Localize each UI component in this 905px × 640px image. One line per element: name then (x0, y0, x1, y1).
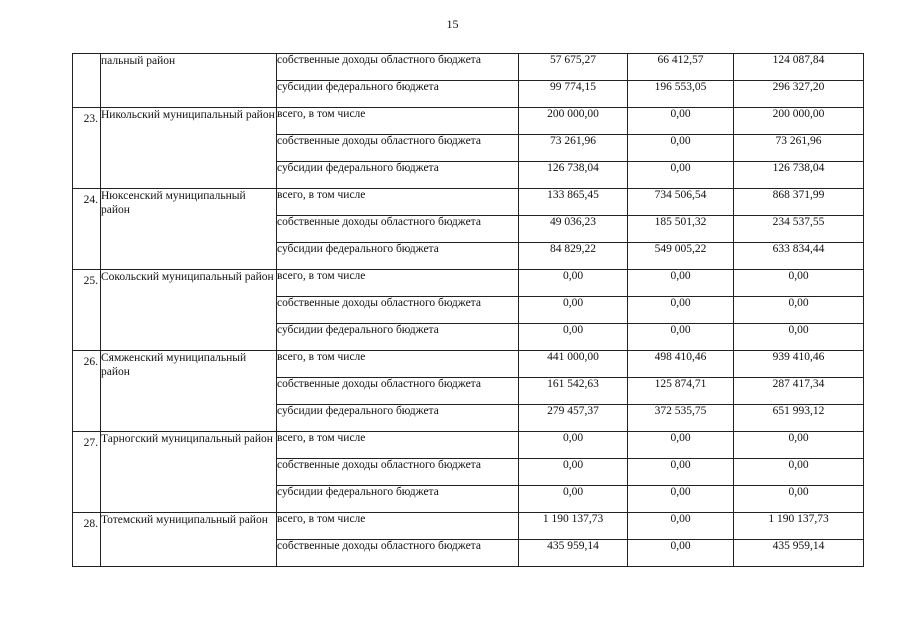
funding-source: субсидии федерального бюджета (277, 81, 519, 108)
table-row (73, 432, 864, 459)
amount-col-3: 287 417,34 (734, 378, 864, 405)
amount-col-1: 84 829,22 (519, 243, 628, 270)
amount-col-1: 57 675,27 (519, 54, 628, 81)
amount-col-2: 0,00 (628, 432, 734, 459)
row-number (73, 432, 101, 513)
district-name: Тотемский муниципальный район (101, 513, 277, 567)
amount-col-1: 99 774,15 (519, 81, 628, 108)
amount-col-3: 200 000,00 (734, 108, 864, 135)
district-name: Сямженский муниципальный район (101, 351, 277, 432)
funding-source: субсидии федерального бюджета (277, 324, 519, 351)
amount-col-1: 0,00 (519, 324, 628, 351)
amount-col-2: 498 410,46 (628, 351, 734, 378)
amount-col-2: 0,00 (628, 540, 734, 567)
funding-source: собственные доходы областного бюджета (277, 216, 519, 243)
amount-col-2: 0,00 (628, 297, 734, 324)
amount-col-1: 0,00 (519, 270, 628, 297)
amount-col-3: 124 087,84 (734, 54, 864, 81)
row-number-text (73, 54, 100, 59)
amount-col-3: 0,00 (734, 297, 864, 324)
funding-source: собственные доходы областного бюджета (277, 54, 519, 81)
amount-col-1: 0,00 (519, 459, 628, 486)
amount-col-2: 0,00 (628, 513, 734, 540)
funding-source: собственные доходы областного бюджета (277, 459, 519, 486)
amount-col-2: 0,00 (628, 108, 734, 135)
funding-source: собственные доходы областного бюджета (277, 297, 519, 324)
amount-col-2: 549 005,22 (628, 243, 734, 270)
funding-source: субсидии федерального бюджета (277, 243, 519, 270)
amount-col-2: 0,00 (628, 162, 734, 189)
amount-col-3: 296 327,20 (734, 81, 864, 108)
district-name: Сокольский муниципальный район (101, 270, 277, 351)
amount-col-3: 0,00 (734, 432, 864, 459)
amount-col-1: 133 865,45 (519, 189, 628, 216)
district-name: пальный район (101, 54, 277, 108)
amount-col-1: 0,00 (519, 432, 628, 459)
amount-col-1: 200 000,00 (519, 108, 628, 135)
amount-col-3: 234 537,55 (734, 216, 864, 243)
amount-col-3: 633 834,44 (734, 243, 864, 270)
funding-source: всего, в том числе (277, 432, 519, 459)
amount-col-3: 0,00 (734, 270, 864, 297)
amount-col-2: 372 535,75 (628, 405, 734, 432)
amount-col-3: 126 738,04 (734, 162, 864, 189)
row-number-text: 23. (83, 113, 98, 125)
amount-col-2: 0,00 (628, 135, 734, 162)
amount-col-2: 196 553,05 (628, 81, 734, 108)
funding-source: всего, в том числе (277, 513, 519, 540)
amount-col-3: 0,00 (734, 486, 864, 513)
amount-col-3: 939 410,46 (734, 351, 864, 378)
amount-col-1: 1 190 137,73 (519, 513, 628, 540)
amount-col-1: 126 738,04 (519, 162, 628, 189)
funding-source: субсидии федерального бюджета (277, 486, 519, 513)
table-row (73, 351, 864, 378)
amount-col-3: 868 371,99 (734, 189, 864, 216)
funding-source: собственные доходы областного бюджета (277, 378, 519, 405)
budget-table (72, 53, 864, 567)
table-row (73, 513, 864, 540)
funding-source: всего, в том числе (277, 270, 519, 297)
funding-source: всего, в том числе (277, 351, 519, 378)
funding-source: всего, в том числе (277, 189, 519, 216)
funding-source: субсидии федерального бюджета (277, 162, 519, 189)
funding-source: всего, в том числе (277, 108, 519, 135)
district-name: Тарногский муниципальный район (101, 432, 277, 513)
amount-col-1: 441 000,00 (519, 351, 628, 378)
amount-col-1: 435 959,14 (519, 540, 628, 567)
amount-col-3: 1 190 137,73 (734, 513, 864, 540)
row-number-text: 25. (83, 275, 98, 287)
amount-col-1: 0,00 (519, 297, 628, 324)
table-row (73, 189, 864, 216)
row-number-text: 27. (83, 437, 98, 449)
row-number (73, 108, 101, 189)
amount-col-1: 161 542,63 (519, 378, 628, 405)
district-name: Нюксенский муниципальный район (101, 189, 277, 270)
amount-col-2: 0,00 (628, 486, 734, 513)
row-number (73, 189, 101, 270)
amount-col-1: 73 261,96 (519, 135, 628, 162)
amount-col-2: 734 506,54 (628, 189, 734, 216)
row-number-text: 28. (83, 518, 98, 530)
row-number-text: 24. (83, 194, 98, 206)
row-number-text: 26. (83, 356, 98, 368)
funding-source: субсидии федерального бюджета (277, 405, 519, 432)
amount-col-1: 49 036,23 (519, 216, 628, 243)
row-number (73, 54, 101, 108)
amount-col-2: 185 501,32 (628, 216, 734, 243)
table-row (73, 270, 864, 297)
amount-col-1: 279 457,37 (519, 405, 628, 432)
page-number: 15 (446, 17, 459, 31)
row-number (73, 513, 101, 567)
amount-col-3: 435 959,14 (734, 540, 864, 567)
amount-col-3: 0,00 (734, 324, 864, 351)
table-row (73, 108, 864, 135)
row-number (73, 351, 101, 432)
amount-col-3: 651 993,12 (734, 405, 864, 432)
amount-col-3: 0,00 (734, 459, 864, 486)
amount-col-2: 125 874,71 (628, 378, 734, 405)
district-name: Никольский муниципальный район (101, 108, 277, 189)
amount-col-2: 0,00 (628, 459, 734, 486)
row-number (73, 270, 101, 351)
table-row (73, 54, 864, 81)
amount-col-1: 0,00 (519, 486, 628, 513)
amount-col-2: 66 412,57 (628, 54, 734, 81)
amount-col-2: 0,00 (628, 324, 734, 351)
funding-source: собственные доходы областного бюджета (277, 135, 519, 162)
funding-source: собственные доходы областного бюджета (277, 540, 519, 567)
amount-col-2: 0,00 (628, 270, 734, 297)
amount-col-3: 73 261,96 (734, 135, 864, 162)
